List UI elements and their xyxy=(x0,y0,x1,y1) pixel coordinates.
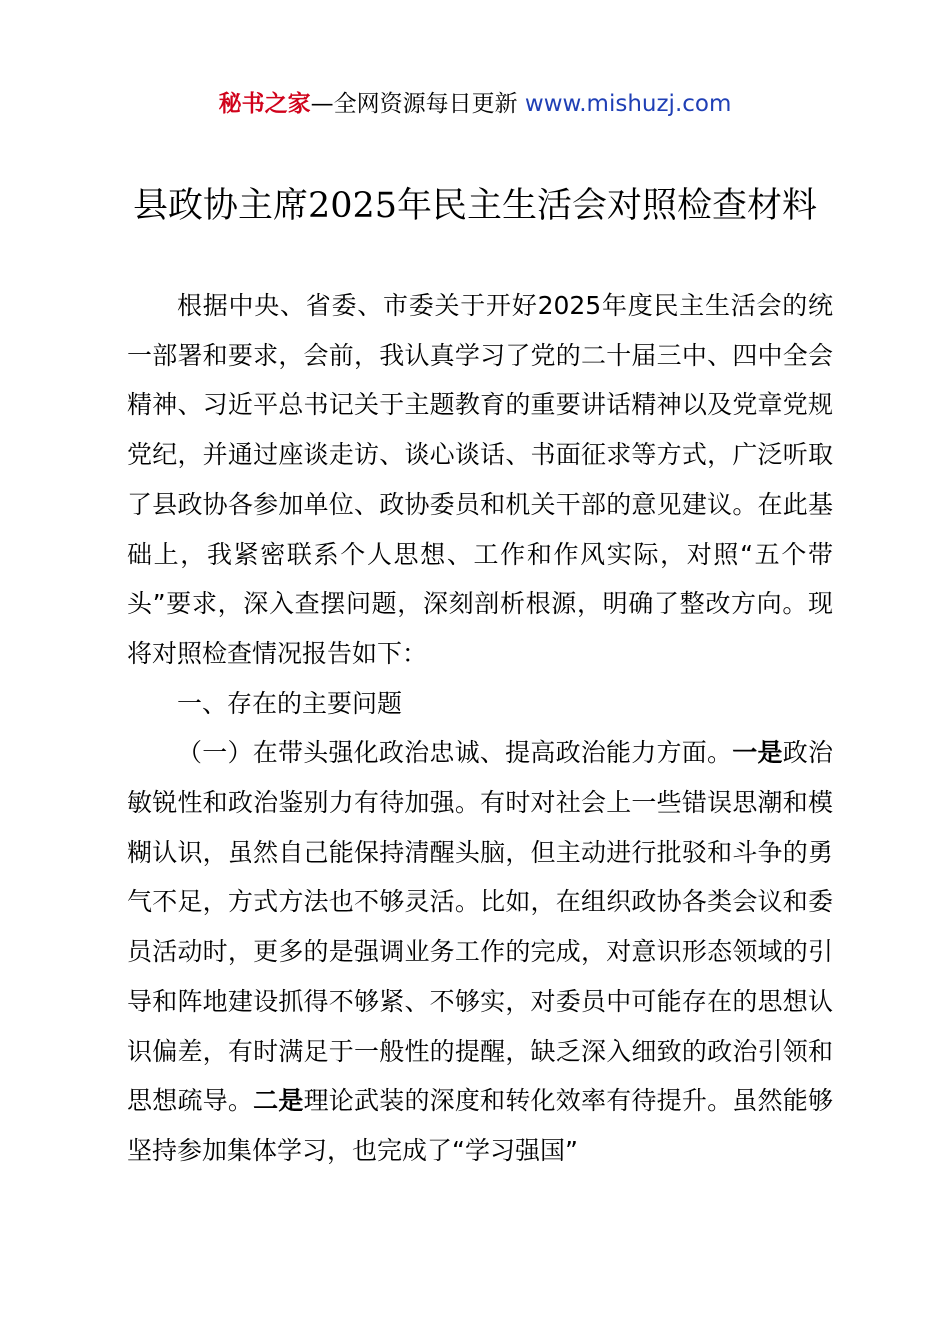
document-body xyxy=(127,281,833,1176)
site-header xyxy=(0,88,950,120)
point-label: 二是 xyxy=(253,1086,304,1116)
point-text: 理论武装的深度和转化效率有待提升。虽然能够坚持参加集体学习，也完成了“学习强国” xyxy=(127,1086,833,1165)
intro-paragraph: 根据中央、省委、市委关于开好2025年度民主生活会的统一部署和要求，会前，我认真学习了党的二十届三中、四中全会精神、习近平总书记关于主题教育的重要讲话精神以及党章党规党纪，并通过座谈走访、谈心谈话、书面征求等方式，广泛听取了县政协各参加单位、政协委员和机关干部的意见建议。在此基础上，我紧密联系个人思想、工作和作风实际，对照“五个带头”要求，深入查摆问题，深刻剖析根源，明确了整改方向。现将对照检查情况报告如下： xyxy=(127,291,833,668)
subsection-paragraph xyxy=(127,728,833,1175)
site-tagline: —全网资源每日更新 xyxy=(310,91,525,117)
site-brand: 秘书之家 xyxy=(218,91,311,117)
section-heading: 一、存在的主要问题 xyxy=(177,688,403,718)
document-title: 县政协主席2025年民主生活会对照检查材料 xyxy=(132,186,818,226)
subsection-heading: （一）在带头强化政治忠诚、提高政治能力方面。 xyxy=(177,738,733,768)
point-text: 政治敏锐性和政治鉴别力有待加强。有时对社会上一些错误思潮和模糊认识，虽然自己能保持清醒头脑，但主动进行批驳和斗争的勇气不足，方式方法也不够灵活。比如，在组织政协各类会议和委员活动时，更多的是强调业务工作的完成，对意识形态领域的引导和阵地建设抓得不够紧、不够实，对委员中可能存在的思想认识偏差，有时满足于一般性的提醒，缺乏深入细致的政治引领和思想疏导。 xyxy=(127,738,833,1116)
point-label: 一是 xyxy=(732,738,783,768)
site-url-link[interactable]: www.mishuzj.com xyxy=(524,91,732,117)
